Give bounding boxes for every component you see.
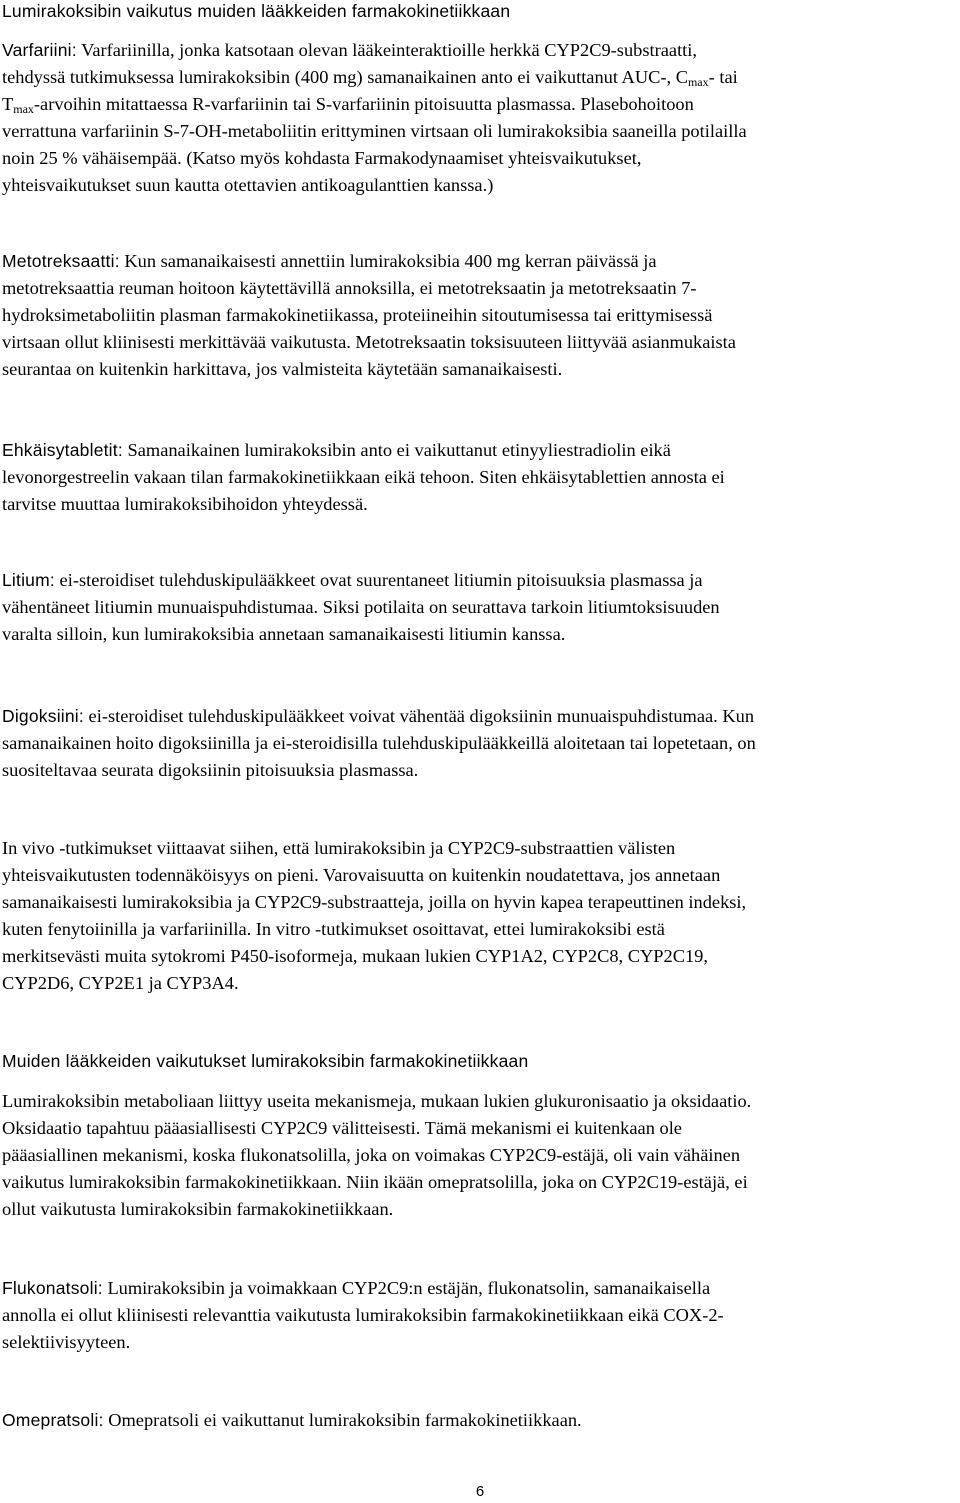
paragraph-lead-label: Ehkäisytabletit: — [2, 440, 123, 460]
paragraph-lead-label: Flukonatsoli: — [2, 1278, 103, 1298]
paragraph-line: - tai — [708, 67, 738, 87]
paragraph-line: In vivo -tutkimukset viittaavat siihen, että lumirakoksibin ja CYP2C9-substraattien välisten — [2, 838, 676, 858]
paragraph-line: tarvitse muuttaa lumirakoksibihoidon yhteydessä. — [2, 494, 368, 514]
paragraph-line: virtsaan ollut kliinisesti merkittävää vaikutusta. Metotreksaatin toksisuuteen liittyvää asianmukaista — [2, 332, 736, 352]
paragraph-line: ollut vaikutusta lumirakoksibin farmakokinetiikkaan. — [2, 1199, 394, 1219]
paragraph-contraceptives — [2, 437, 958, 518]
paragraph-line: yhteisvaikutukset suun kautta otettavien antikoagulanttien kanssa.) — [2, 175, 494, 195]
subscript: max — [13, 102, 34, 116]
paragraph-line: samanaikainen hoito digoksiinilla ja ei-steroidisilla tulehduskipulääkkeillä aloitetaan tai lopetetaan, on — [2, 733, 756, 753]
paragraph-lead-label: Metotreksaatti: — [2, 251, 120, 271]
paragraph-line: -arvoihin mitattaessa R-varfariinin tai S-varfariinin pitoisuutta plasmassa. Plasebohoitoon — [33, 94, 694, 114]
paragraph-line: vaikutus lumirakoksibin farmakokinetiikkaan. Niin ikään omepratsolilla, joka on CYP2C19-estäjä, ei — [2, 1172, 748, 1192]
paragraph-line: Omepratsoli ei vaikuttanut lumirakoksibin farmakokinetiikkaan. — [103, 1410, 582, 1430]
paragraph-line: tehdyssä tutkimuksessa lumirakoksibin (400 mg) samanaikainen anto ei vaikuttanut AUC-, C — [2, 67, 688, 87]
paragraph-fluconazole — [2, 1275, 958, 1356]
paragraph-line: noin 25 % vähäisempää. (Katso myös kohdasta Farmakodynaamiset yhteisvaikutukset, — [2, 148, 642, 168]
paragraph-line: Varfariinilla, jonka katsotaan olevan lääkeinteraktioille herkkä CYP2C9-substraatti, — [76, 40, 697, 60]
paragraph-line: varalta silloin, kun lumirakoksibia annetaan samanaikaisesti litiumin kanssa. — [2, 624, 566, 644]
paragraph-lithium — [2, 567, 958, 648]
paragraph-line: merkitsevästi muita sytokromi P450-isoformeja, mukaan lukien CYP1A2, CYP2C8, CYP2C19, — [2, 946, 708, 966]
paragraph-line: hydroksimetaboliitin plasman farmakokinetiikassa, proteiineihin sitoutumisessa tai erittymisessä — [2, 305, 713, 325]
paragraph-lead-label: Omepratsoli: — [2, 1410, 104, 1430]
paragraph-line: levonorgestreelin vakaan tilan farmakokinetiikkaan eikä tehoon. Siten ehkäisytablettien annosta ei — [2, 467, 725, 487]
paragraph-in-vivo — [2, 835, 958, 997]
paragraph-line: yhteisvaikutusten todennäköisyys on pieni. Varovaisuutta on kuitenkin noudatettava, jos annetaan — [2, 865, 721, 885]
paragraph-line: vähentäneet litiumin munuaispuhdistumaa. Siksi potilaita on seurattava tarkoin litiumtoksisuuden — [2, 597, 720, 617]
section-heading-text: Lumirakoksibin vaikutus muiden lääkkeiden farmakokinetiikkaan — [2, 1, 511, 21]
paragraph-line: verrattuna varfariinin S-7-OH-metaboliitin erittyminen virtsaan oli lumirakoksibia saaneilla potilailla — [2, 121, 747, 141]
section-heading — [2, 1048, 958, 1075]
paragraph-line: Oksidaatio tapahtuu pääasiallisesti CYP2C9 välitteisesti. Tämä mekanismi ei kuitenkaan ole — [2, 1118, 682, 1138]
paragraph-line: seurantaa on kuitenkin harkittava, jos valmisteita käytetään samanaikaisesti. — [2, 359, 563, 379]
subscript: max — [687, 75, 709, 89]
paragraph-metabolism — [2, 1088, 958, 1223]
paragraph-line: kuten fenytoiinilla ja varfariinilla. In vitro -tutkimukset osoittavat, ettei lumirakoksibi estä — [2, 919, 665, 939]
section-heading-text: Muiden lääkkeiden vaikutukset lumirakoksibin farmakokinetiikkaan — [2, 1051, 529, 1071]
paragraph-line: ei-steroidiset tulehduskipulääkkeet voivat vähentää digoksiinin munuaispuhdistumaa. Kun — [83, 706, 755, 726]
paragraph-line: ei-steroidiset tulehduskipulääkkeet ovat suurentaneet litiumin pitoisuuksia plasmassa ja — [54, 570, 703, 590]
paragraph-omeprazole — [2, 1407, 958, 1434]
paragraph-line: selektiivisyyteen. — [2, 1332, 131, 1352]
paragraph-lead-label: Litium: — [2, 570, 55, 590]
paragraph-line: Lumirakoksibin ja voimakkaan CYP2C9:n estäjän, flukonatsolin, samanaikaisella — [102, 1278, 711, 1298]
paragraph-line: CYP2D6, CYP2E1 ja CYP3A4. — [2, 973, 239, 993]
paragraph-line: Samanaikainen lumirakoksibin anto ei vaikuttanut etinyyliestradiolin eikä — [122, 440, 671, 460]
section-heading — [2, 0, 958, 25]
paragraph-line: suositeltavaa seurata digoksiinin pitoisuuksia plasmassa. — [2, 760, 419, 780]
paragraph-digoxin — [2, 703, 958, 784]
page-number: 6 — [475, 1483, 485, 1500]
paragraph-warfarin — [2, 37, 958, 199]
paragraph-line: Lumirakoksibin metaboliaan liittyy useita mekanismeja, mukaan lukien glukuronisaatio ja oksidaatio. — [2, 1091, 752, 1111]
paragraph-lead-label: Varfariini: — [2, 40, 77, 60]
paragraph-lead-label: Digoksiini: — [2, 706, 84, 726]
paragraph-line: metotreksaattia reuman hoitoon käytettävillä annoksilla, ei metotreksaatin ja metotreksaatin 7- — [2, 278, 697, 298]
paragraph-line: pääasiallinen mekanismi, koska flukonatsolilla, joka on voimakas CYP2C9-estäjä, oli vain vähäinen — [2, 1145, 741, 1165]
paragraph-line: T — [2, 94, 14, 114]
paragraph-line: samanaikaisesti lumirakoksibia ja CYP2C9-substraatteja, joilla on hyvin kapea terapeuttinen indeksi, — [2, 892, 747, 912]
paragraph-line: annolla ei ollut kliinisesti relevanttia vaikutusta lumirakoksibin farmakokinetiikkaan eikä COX-2- — [2, 1305, 724, 1325]
paragraph-line: Kun samanaikaisesti annettiin lumirakoksibia 400 mg kerran päivässä ja — [119, 251, 657, 271]
paragraph-methotrexate — [2, 248, 958, 383]
